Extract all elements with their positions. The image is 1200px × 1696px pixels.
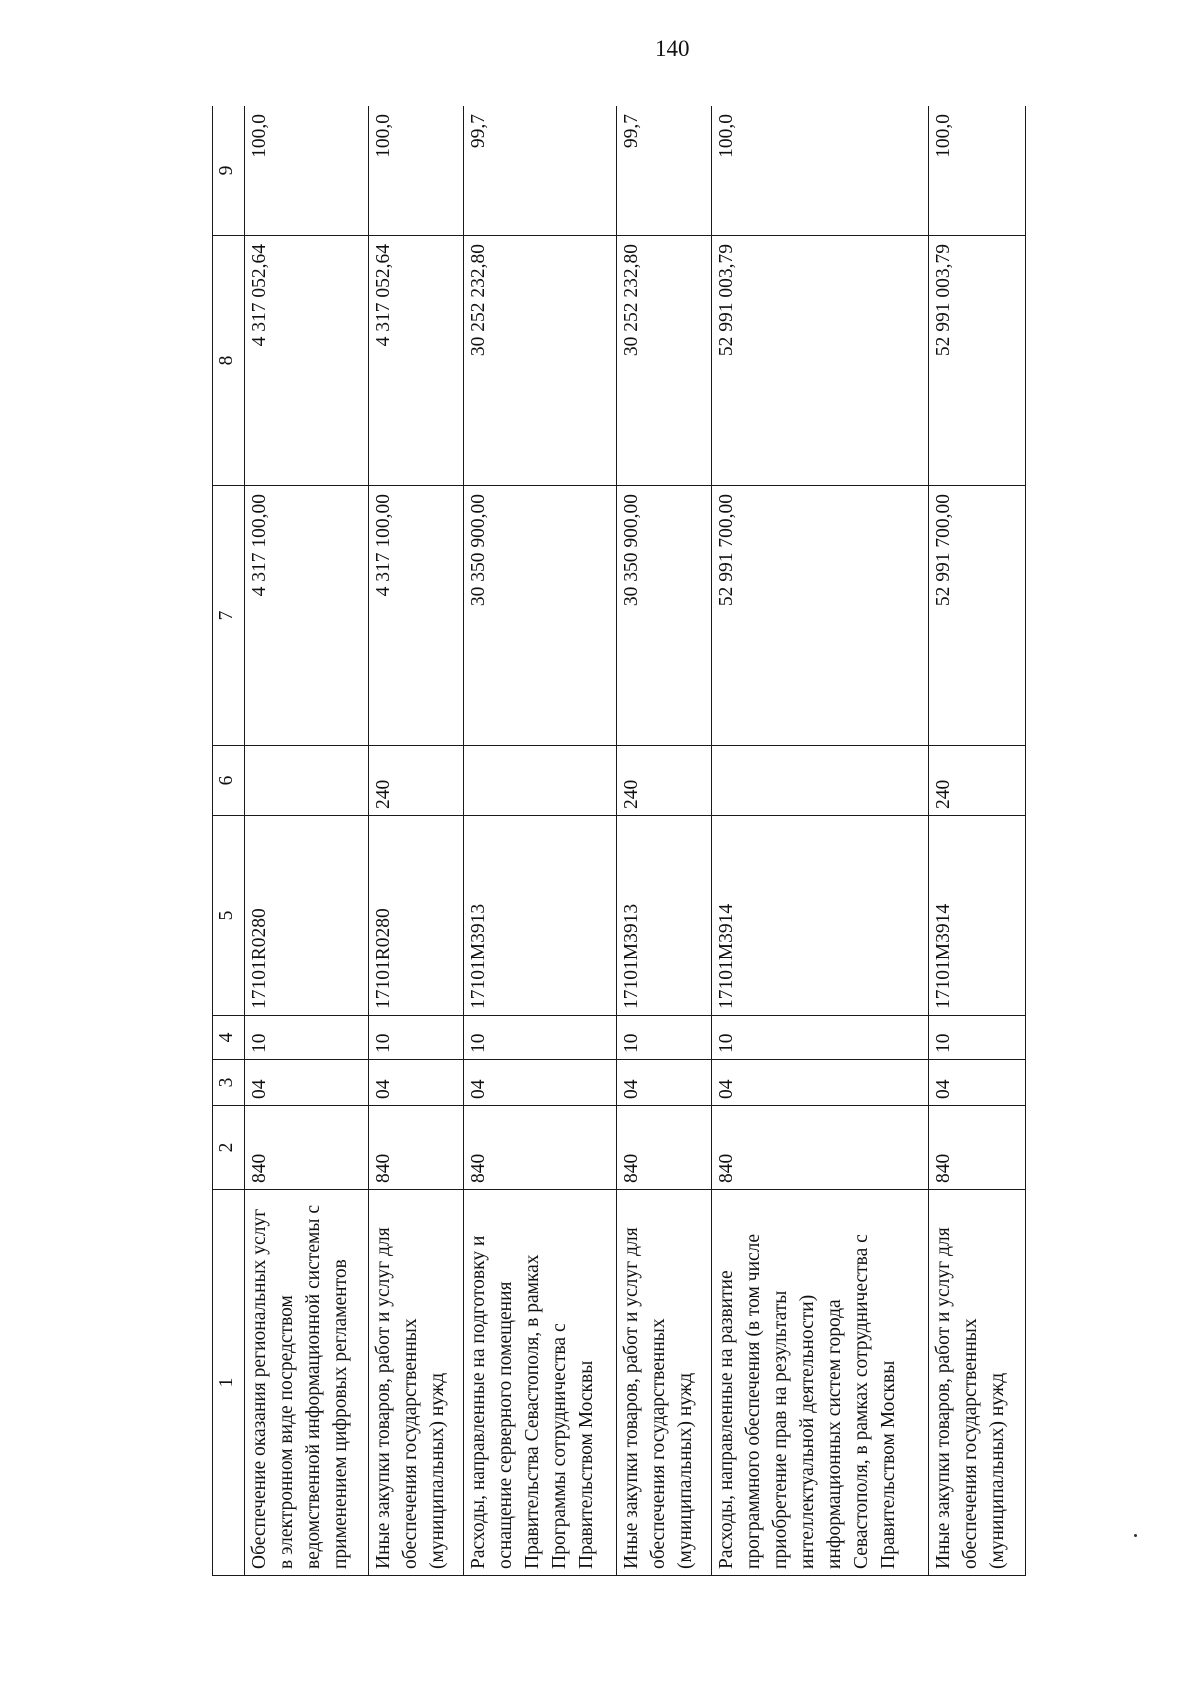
table-row — [245, 106, 369, 1576]
cell-col8: 52 991 003,79 — [711, 236, 928, 486]
scan-speck — [1134, 1534, 1137, 1537]
cell-col6: 240 — [928, 746, 1025, 816]
header-cell: 1 — [213, 1190, 245, 1576]
header-cell: 9 — [213, 106, 245, 236]
cell-col9: 100,0 — [368, 106, 463, 236]
cell-col7: 30 350 900,00 — [616, 486, 711, 746]
cell-col9: 99,7 — [464, 106, 617, 236]
cell-col9: 100,0 — [245, 106, 369, 236]
cell-col2: 840 — [928, 1106, 1025, 1190]
header-cell: 4 — [213, 1016, 245, 1060]
cell-col3: 04 — [245, 1060, 369, 1106]
row-name-cell: Иные закупки товаров, работ и услуг для обеспечения государственных (муниципальных) нужд — [368, 1190, 463, 1576]
cell-col7: 52 991 700,00 — [711, 486, 928, 746]
cell-col5: 17101M3913 — [616, 816, 711, 1016]
cell-col2: 840 — [245, 1106, 369, 1190]
cell-col5: 17101R0280 — [245, 816, 369, 1016]
cell-col7: 4 317 100,00 — [368, 486, 463, 746]
cell-col7: 52 991 700,00 — [928, 486, 1025, 746]
header-cell: 2 — [213, 1106, 245, 1190]
header-cell: 3 — [213, 1060, 245, 1106]
cell-col6 — [464, 746, 617, 816]
table-row — [368, 106, 463, 1576]
header-cell: 6 — [213, 746, 245, 816]
cell-col9: 100,0 — [928, 106, 1025, 236]
cell-col6: 240 — [616, 746, 711, 816]
cell-col4: 10 — [245, 1016, 369, 1060]
table-row — [616, 106, 711, 1576]
cell-col5: 17101R0280 — [368, 816, 463, 1016]
cell-col7: 30 350 900,00 — [464, 486, 617, 746]
table-row — [711, 106, 928, 1576]
cell-col6 — [245, 746, 369, 816]
cell-col6 — [711, 746, 928, 816]
cell-col9: 100,0 — [711, 106, 928, 236]
cell-col5: 17101M3914 — [711, 816, 928, 1016]
table-row — [464, 106, 617, 1576]
cell-col3: 04 — [464, 1060, 617, 1106]
table-header-row — [213, 106, 245, 1576]
cell-col3: 04 — [711, 1060, 928, 1106]
cell-col6: 240 — [368, 746, 463, 816]
cell-col7: 4 317 100,00 — [245, 486, 369, 746]
row-name-cell: Расходы, направленные на развитие программного обеспечения (в том числе приобретение прав на результаты интеллектуальной деятельности) информационных систем города Севастополя, в рамках сотрудничества с Правительством Москвы — [711, 1190, 928, 1576]
cell-col8: 52 991 003,79 — [928, 236, 1025, 486]
cell-col4: 10 — [464, 1016, 617, 1060]
cell-col2: 840 — [368, 1106, 463, 1190]
header-cell: 7 — [213, 486, 245, 746]
cell-col4: 10 — [616, 1016, 711, 1060]
cell-col2: 840 — [616, 1106, 711, 1190]
cell-col3: 04 — [616, 1060, 711, 1106]
cell-col8: 4 317 052,64 — [368, 236, 463, 486]
cell-col4: 10 — [928, 1016, 1025, 1060]
header-cell: 5 — [213, 816, 245, 1016]
page-number: 140 — [655, 36, 690, 61]
cell-col5: 17101M3913 — [464, 816, 617, 1016]
cell-col8: 4 317 052,64 — [245, 236, 369, 486]
cell-col8: 30 252 232,80 — [464, 236, 617, 486]
cell-col9: 99,7 — [616, 106, 711, 236]
row-name-cell: Расходы, направленные на подготовку и оснащение серверного помещения Правительства Севастополя, в рамках Программы сотрудничества с Правительством Москвы — [464, 1190, 617, 1576]
row-name-cell: Обеспечение оказания региональных услуг в электронном виде посредством ведомственной информационной системы с применением цифровых регламентов — [245, 1190, 369, 1576]
cell-col8: 30 252 232,80 — [616, 236, 711, 486]
cell-col2: 840 — [711, 1106, 928, 1190]
cell-col5: 17101M3914 — [928, 816, 1025, 1016]
row-name-cell: Иные закупки товаров, работ и услуг для обеспечения государственных (муниципальных) нужд — [616, 1190, 711, 1576]
cell-col4: 10 — [711, 1016, 928, 1060]
cell-col4: 10 — [368, 1016, 463, 1060]
cell-col3: 04 — [928, 1060, 1025, 1106]
row-name-cell: Иные закупки товаров, работ и услуг для обеспечения государственных (муниципальных) нужд — [928, 1190, 1025, 1576]
rotated-table-container — [212, 106, 1026, 1576]
cell-col2: 840 — [464, 1106, 617, 1190]
table-row — [928, 106, 1025, 1576]
header-cell: 8 — [213, 236, 245, 486]
budget-table — [212, 106, 1026, 1576]
cell-col3: 04 — [368, 1060, 463, 1106]
